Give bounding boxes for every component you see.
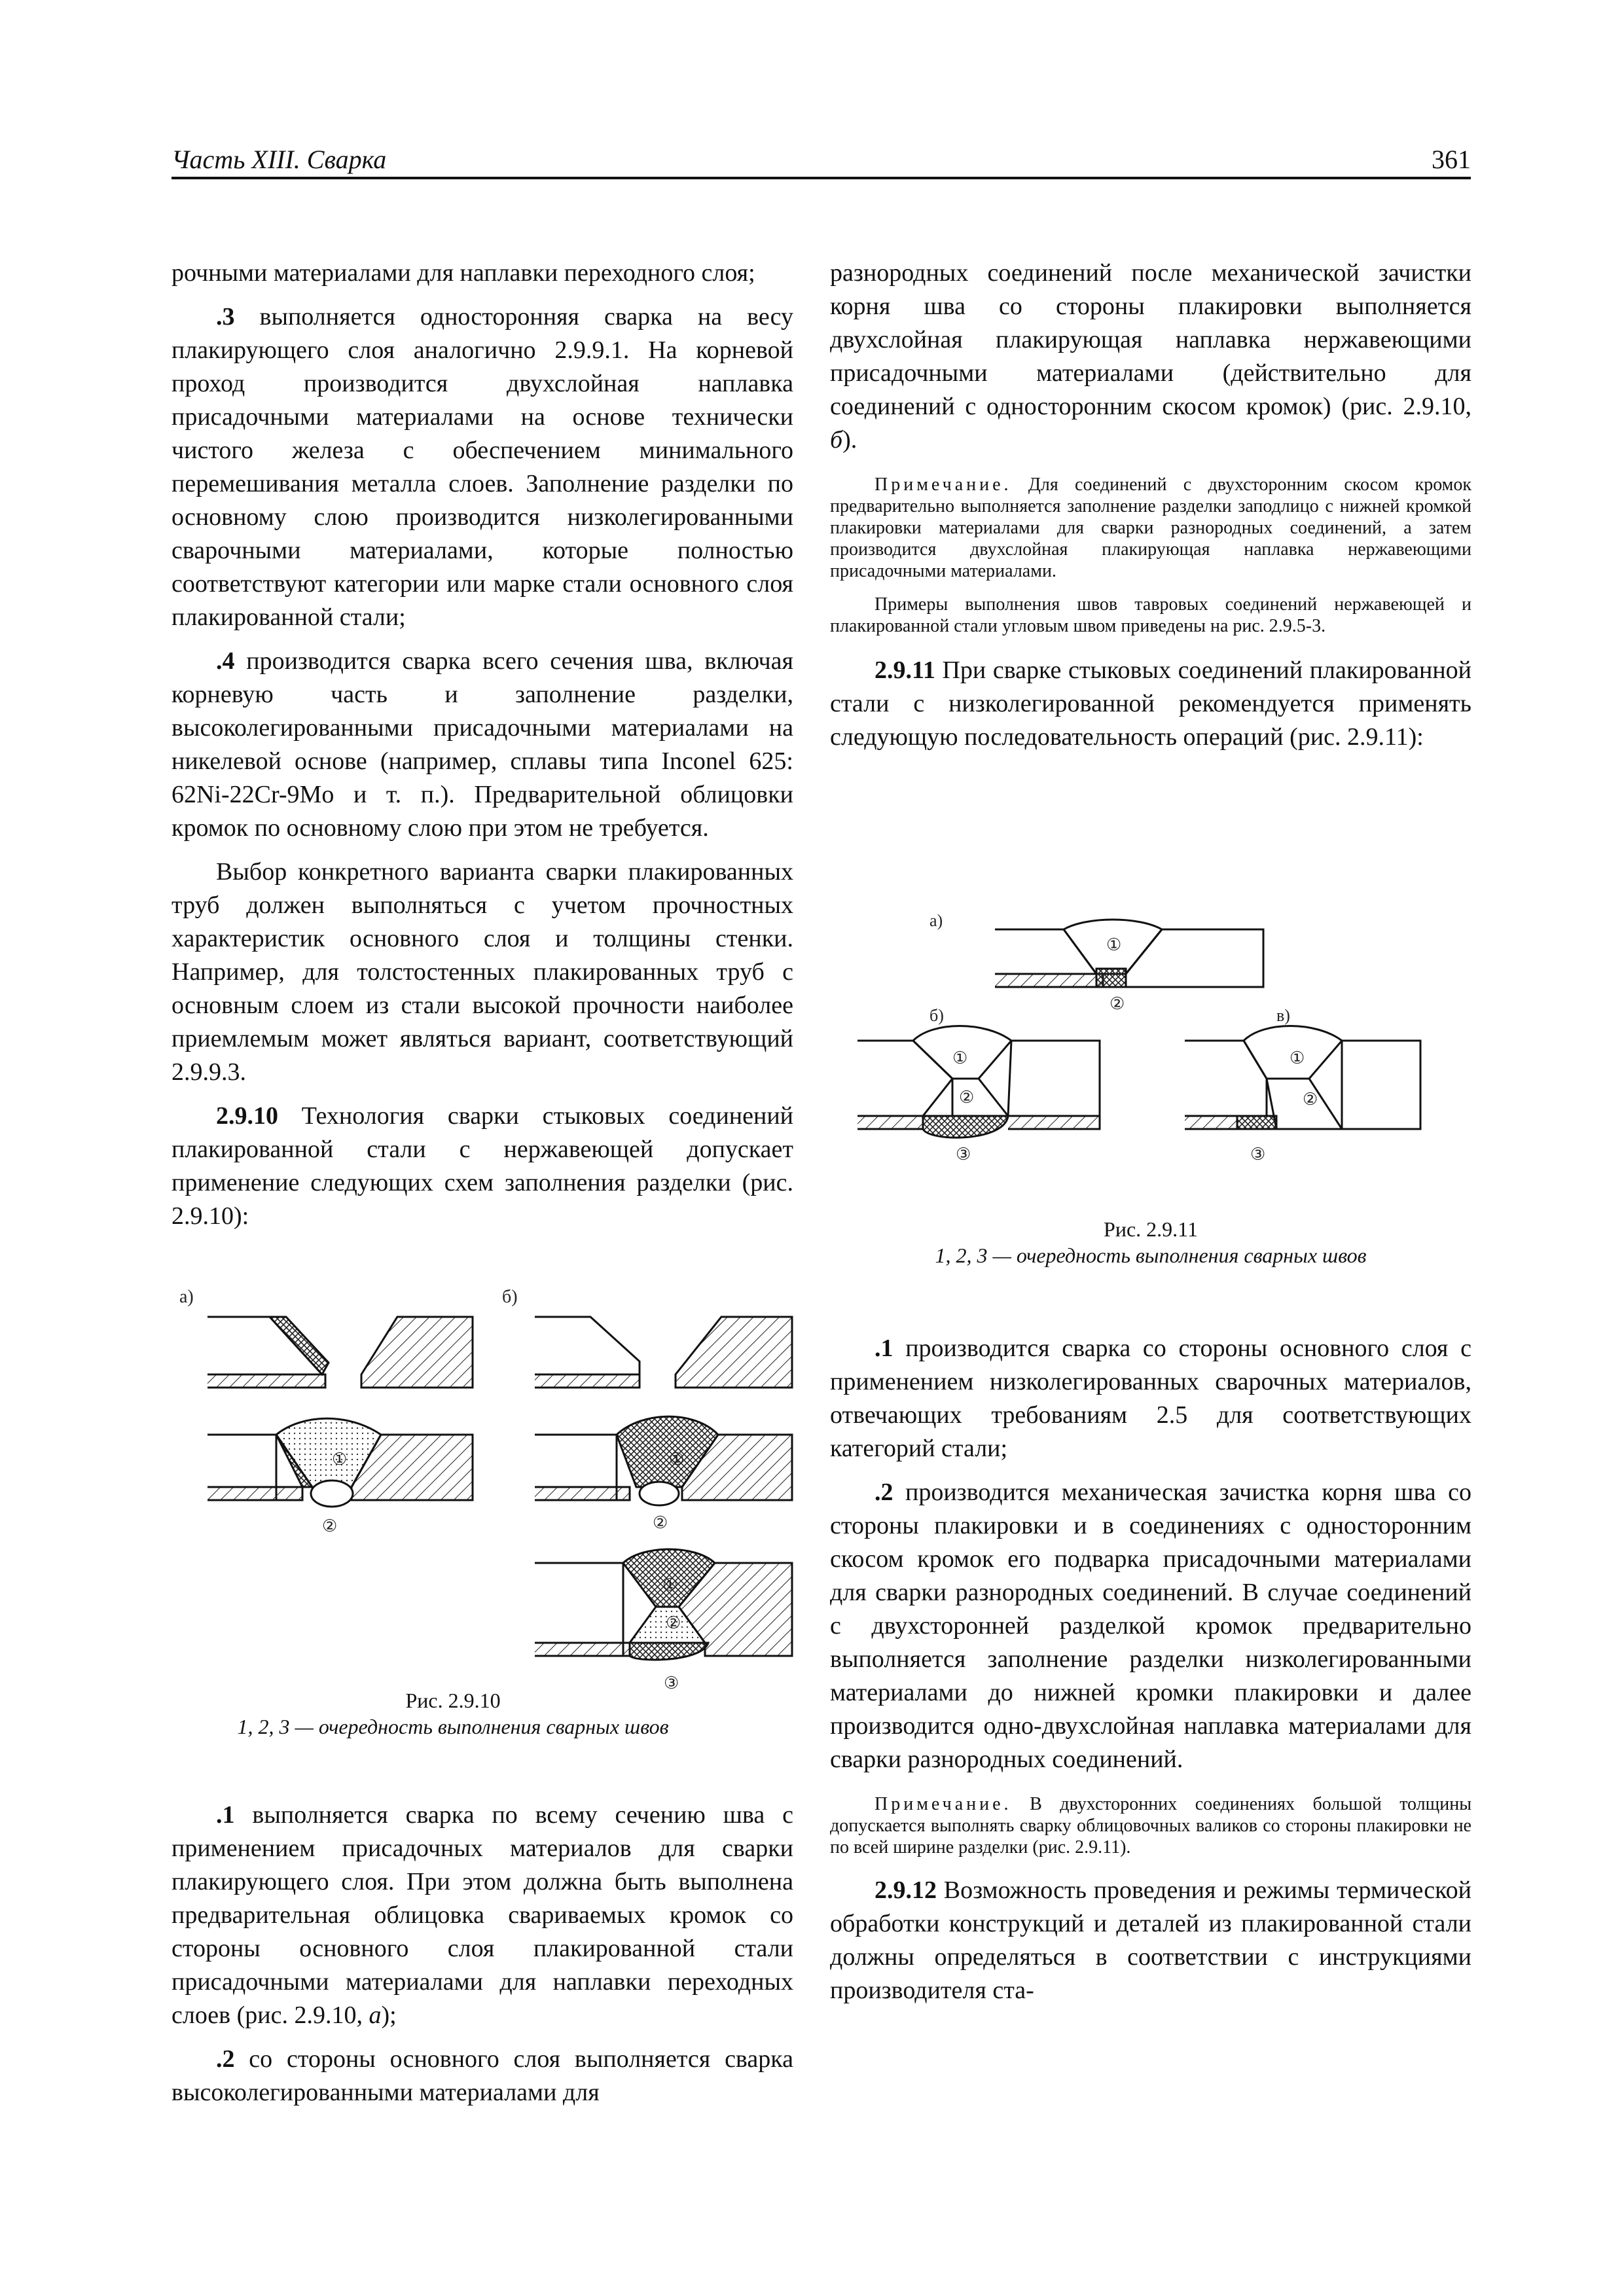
note <box>830 594 1471 637</box>
figure-caption <box>171 1687 734 1740</box>
fig-marker-3: ③ <box>1250 1145 1266 1164</box>
section-number: 2.9.12 <box>875 1876 937 1904</box>
paragraph-text: разнородных соединений после механической зачистки корня шва со стороны плакировки выполняется двухслойная плакирующая наплавка нержавеющими присадочными материалами (действительно для соединений с односторонним скосом кромок) (рис. 2.9.10, <box>830 259 1471 420</box>
paragraph <box>830 1476 1471 1776</box>
fig-marker-2: ② <box>959 1088 975 1107</box>
paragraph <box>830 257 1471 457</box>
fig-marker-3: ③ <box>664 1674 679 1693</box>
paragraph <box>830 654 1471 754</box>
note <box>830 474 1471 582</box>
figure-ref: б <box>830 426 843 454</box>
header-title: Часть XIII. Сварка <box>171 145 387 174</box>
item-number: .2 <box>216 2045 235 2073</box>
section-number: 2.9.11 <box>875 656 935 684</box>
paragraph <box>171 645 793 845</box>
figure-2-9-11 <box>844 903 1473 1191</box>
paragraph-text: рочными материалами для наплавки переходного слоя; <box>171 259 755 287</box>
paragraph-text: Возможность проведения и режимы термической обработки конструкций и деталей из плакированной стали должны определяться в соответствии с инструкциями производителя ста- <box>830 1876 1471 2004</box>
figure-caption-title: Рис. 2.9.11 <box>1104 1217 1198 1241</box>
note-label: Примечание. <box>875 475 1012 495</box>
left-column-bottom <box>171 1799 793 2120</box>
paragraph <box>171 257 793 290</box>
paragraph-text: выполняется односторонняя сварка на весу плакирующего слоя аналогично 2.9.9.1. На корневой проход производится двухслойная наплавка присадочными материалами на основе технически чистого железа с обеспечением минимального перемешивания металла слоев. Заполнение разделки по основному слою производится низколегированными сварочными материалами, которые полностью соответствуют категории или марке стали основного слоя плакированной стали; <box>171 303 793 631</box>
note-text: Примеры выполнения швов тавровых соединений нержавеющей и плакированной стали угловым швом приведены на рис. 2.9.5-3. <box>830 594 1471 636</box>
paragraph <box>171 1799 793 2032</box>
figure-caption-title: Рис. 2.9.10 <box>405 1689 501 1712</box>
paragraph-text: со стороны основного слоя выполняется сварка высоколегированными материалами для <box>171 2045 793 2106</box>
paragraph-text: При сварке стыковых соединений плакированной стали с низколегированной рекомендуется применять следующую последовательность операций (рис. 2.9.11): <box>830 656 1471 751</box>
paragraph <box>830 1874 1471 2007</box>
item-number: .4 <box>216 647 235 675</box>
paragraph-text: производится механическая зачистка корня шва со стороны плакировки и в соединениях с односторонним скосом кромок его подварка присадочными материалами для сварки разнородных соединений. В случае соединений с двухсторонней разделкой кромок предварительно выполняется заполнение разделки низколегированными материалами до нижней кромки плакировки и далее производится одно-двухслойная наплавка материалами для сварки разнородных соединений. <box>830 1479 1471 1773</box>
paragraph-text: ); <box>381 2001 397 2029</box>
figure-caption <box>830 1216 1471 1268</box>
paragraph-text: Технология сварки стыковых соединений плакированной стали с нержавеющей допускает применение следующих схем заполнения разделки (рис. 2.9.10): <box>171 1102 793 1230</box>
fig-marker-2: ② <box>1303 1090 1318 1109</box>
paragraph-text: ). <box>842 426 857 454</box>
fig-label-a: а) <box>179 1289 194 1307</box>
paragraph <box>171 855 793 1089</box>
page-number: 361 <box>1432 145 1471 174</box>
note-label: Примечание. <box>875 1794 1012 1814</box>
section-number: 2.9.10 <box>216 1102 278 1130</box>
note-text: В двухсторонних соединениях большой толщины допускается выполнять сварку облицовочных валиков со стороны плакировки не по всей ширине разделки (рис. 2.9.11). <box>830 1794 1471 1857</box>
fig-marker-2: ② <box>1110 994 1125 1013</box>
item-number: .2 <box>875 1479 893 1506</box>
note <box>830 1793 1471 1858</box>
paragraph-text: Выбор конкретного варианта сварки плакированных труб должен выполняться с учетом прочностных характеристик основного слоя и толщины стенки. Например, для толстостенных плакированных труб с основным слоем из стали высокой прочности наиболее приемлемым может являться вариант, соответствующий 2.9.9.3. <box>171 858 793 1086</box>
fig-marker-1: ① <box>332 1450 348 1469</box>
figure-caption-legend: 1, 2, 3 — очередность выполнения сварных швов <box>935 1244 1367 1267</box>
fig-marker-1: ① <box>662 1575 678 1594</box>
fig-marker-1: ① <box>1290 1049 1305 1067</box>
fig-label-b: б) <box>502 1289 518 1307</box>
figure-ref: а <box>369 2001 382 2029</box>
right-column-top <box>830 257 1471 764</box>
fig-marker-2: ② <box>653 1513 668 1532</box>
paragraph-text: производится сварка со стороны основного слоя с применением низколегированных сварочных материалов, отвечающих требованиям 2.5 для соответствующих категорий стали; <box>830 1335 1471 1462</box>
left-column-top <box>171 257 793 1244</box>
figure-2-9-10 <box>171 1289 800 1708</box>
paragraph <box>171 1100 793 1233</box>
fig-marker-1: ① <box>952 1049 968 1067</box>
figure-caption-legend: 1, 2, 3 — очередность выполнения сварных швов <box>237 1715 669 1738</box>
fig-marker-2: ② <box>322 1516 338 1535</box>
paragraph-text: производится сварка всего сечения шва, включая корневую часть и заполнение разделки, высоколегированными присадочными материалами на никелевой основе (например, сплавы типа Inconel 625: 62Ni-22Cr-9Mo и т. п.). Предварительной облицовки кромок по основному слою при этом не требуется. <box>171 647 793 842</box>
item-number: .3 <box>216 303 235 331</box>
fig-label-a: а) <box>929 911 943 930</box>
fig-marker-1: ① <box>669 1450 685 1469</box>
paragraph <box>171 2043 793 2109</box>
item-number: .1 <box>875 1335 893 1362</box>
paragraph <box>830 1332 1471 1465</box>
fig-label-b: б) <box>929 1006 944 1025</box>
note-text: Для соединений с двухсторонним скосом кромок предварительно выполняется заполнение разделки заподлицо с нижней кромкой плакировки материалами для сварки разнородных соединений, а затем производится двухслойная плакирующая наплавка нержавеющими присадочными материалами. <box>830 475 1471 581</box>
paragraph <box>171 300 793 634</box>
fig-label-c: в) <box>1276 1006 1290 1025</box>
fig-marker-1: ① <box>1106 935 1122 954</box>
item-number: .1 <box>216 1801 235 1829</box>
right-column-bottom <box>830 1332 1471 2018</box>
paragraph-text: выполняется сварка по всему сечению шва с применением присадочных материалов для сварки плакирующего слоя. При этом должна быть выполнена предварительная облицовка свариваемых кромок со стороны основного слоя плакированной стали присадочными материалами для наплавки переходных слоев (рис. 2.9.10, <box>171 1801 793 2029</box>
fig-marker-2: ② <box>666 1613 681 1632</box>
fig-marker-3: ③ <box>956 1145 971 1164</box>
header-rule <box>171 177 1471 179</box>
